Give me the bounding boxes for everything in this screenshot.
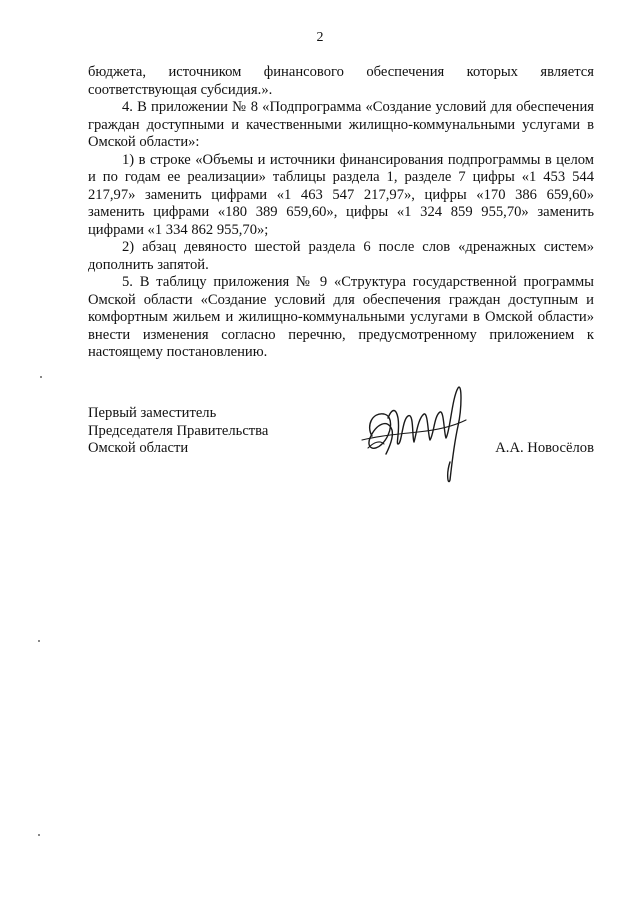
signatory-title-line-1: Первый заместитель	[88, 405, 217, 421]
page-number: 2	[316, 30, 324, 45]
scan-artifact	[40, 376, 42, 378]
document-body	[88, 64, 594, 362]
paragraph-continuation: бюджета, источником финансового обеспечения которых является соответствующая субсидия.».	[88, 64, 594, 98]
signatory-title-line-2: Председателя Правительства	[88, 422, 269, 439]
handwritten-signature	[358, 378, 478, 488]
signatory-title	[88, 405, 268, 458]
paragraph-item-4: 4. В приложении № 8 «Подпрограмма «Создание условий для обеспечения граждан доступными и качественными жилищно-коммунальными услугами в Омской области»:	[88, 99, 594, 150]
signatory-title-line-3: Омской области	[88, 440, 189, 456]
paragraph-subitem-2: 2) абзац девяносто шестой раздела 6 после слов «дренажных систем» дополнить запятой.	[88, 239, 594, 273]
paragraph-item-5: 5. В таблицу приложения № 9 «Структура государственной программы Омской области «Создание условий для обеспечения граждан доступным и комфортным жильем и жилищно-коммунальными услугами в Омской области» внести изменения согласно перечню, предусмотренному приложением к настоящему постановлению.	[88, 274, 594, 360]
signatory-name: А.А. Новосёлов	[495, 440, 594, 456]
paragraph-subitem-1: 1) в строке «Объемы и источники финансирования подпрограммы в целом и по годам ее реализации» таблицы раздела 1, разделе 7 цифры «1 453 544 217,97» заменить цифрами «1 463 547 217,97», цифры «170 386 659,60» заменить цифрами «180 389 659,60», цифры «1 324 859 955,70» заменить цифрами «1 334 862 955,70»;	[88, 151, 594, 238]
scan-artifact	[38, 640, 40, 642]
scan-artifact	[38, 834, 40, 836]
